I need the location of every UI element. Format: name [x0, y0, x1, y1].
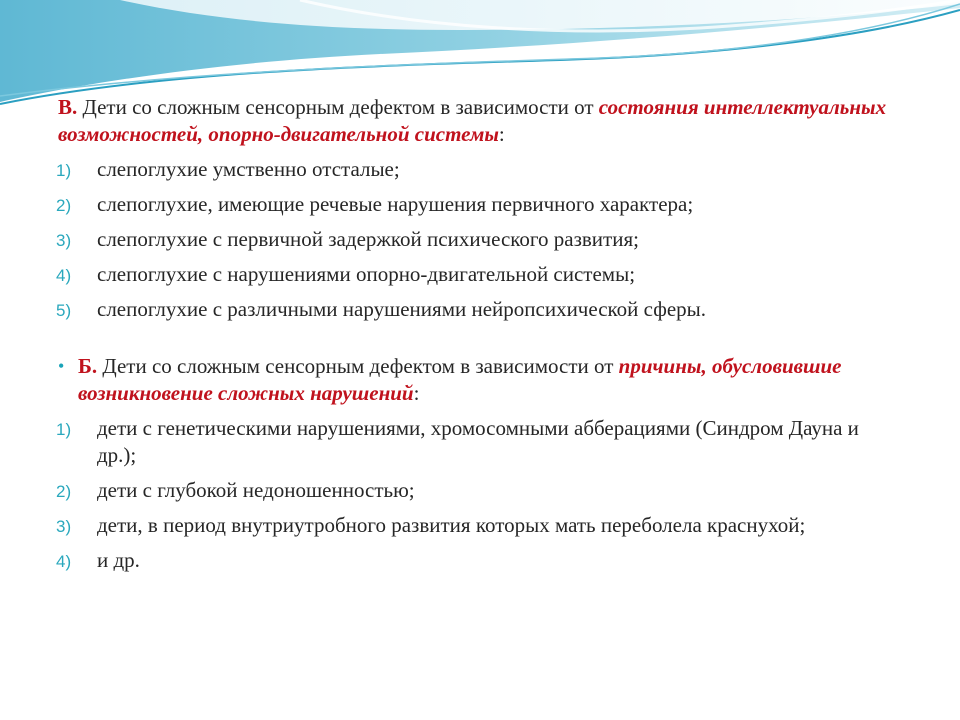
- list-number: 4): [56, 552, 72, 571]
- list-number: 3): [56, 231, 72, 250]
- list-number: 4): [56, 266, 72, 285]
- list-item-text: слепоглухие, имеющие речевые нарушения первичного характера;: [97, 192, 694, 216]
- list-item: [56, 477, 896, 504]
- section-v-emphasis: состояния интеллектуальных возможностей, опорно-двигательной системы: [58, 95, 887, 146]
- list-item: [56, 415, 896, 469]
- section-b-heading: [56, 353, 896, 407]
- section-b-emphasis: причины, обусловившие возникновение сложных нарушений: [78, 354, 842, 405]
- list-item-text: слепоглухие с первичной задержкой психического развития;: [97, 227, 639, 251]
- list-number: 3): [56, 517, 72, 536]
- list-item: [56, 547, 896, 574]
- list-item: [56, 296, 896, 323]
- list-item: [56, 512, 896, 539]
- section-v-list: [56, 156, 896, 323]
- list-item-text: дети с генетическими нарушениями, хромосомными абберациями (Синдром Дауна и др.);: [97, 416, 859, 467]
- list-item: [56, 261, 896, 288]
- list-item-text: слепоглухие умственно отсталые;: [97, 157, 400, 181]
- list-number: 2): [56, 482, 72, 501]
- list-item: [56, 191, 896, 218]
- section-v-intro: Дети со сложным сенсорным дефектом в зависимости от: [77, 95, 599, 119]
- list-item-text: слепоглухие с различными нарушениями нейропсихической сферы.: [97, 297, 707, 321]
- section-b-letter: Б.: [78, 354, 98, 378]
- list-item-text: и др.: [97, 548, 140, 572]
- list-number: 2): [56, 196, 72, 215]
- section-v-letter: В.: [58, 95, 78, 119]
- section-b-intro: Дети со сложным сенсорным дефектом в зависимости от: [97, 354, 619, 378]
- list-number: 1): [56, 420, 72, 439]
- slide-content: [56, 94, 896, 582]
- section-v-heading: [56, 94, 896, 148]
- section-b-colon: :: [413, 381, 420, 405]
- list-number: 1): [56, 161, 72, 180]
- list-number: 5): [56, 301, 72, 320]
- section-v-colon: :: [498, 122, 505, 146]
- bullet-icon: •: [58, 356, 65, 376]
- list-item: [56, 226, 896, 253]
- list-item: [56, 156, 896, 183]
- list-item-text: дети с глубокой недоношенностью;: [97, 478, 415, 502]
- list-item-text: дети, в период внутриутробного развития которых мать переболела краснухой;: [97, 513, 806, 537]
- list-item-text: слепоглухие с нарушениями опорно-двигательной системы;: [97, 262, 636, 286]
- section-b-list: [56, 415, 896, 574]
